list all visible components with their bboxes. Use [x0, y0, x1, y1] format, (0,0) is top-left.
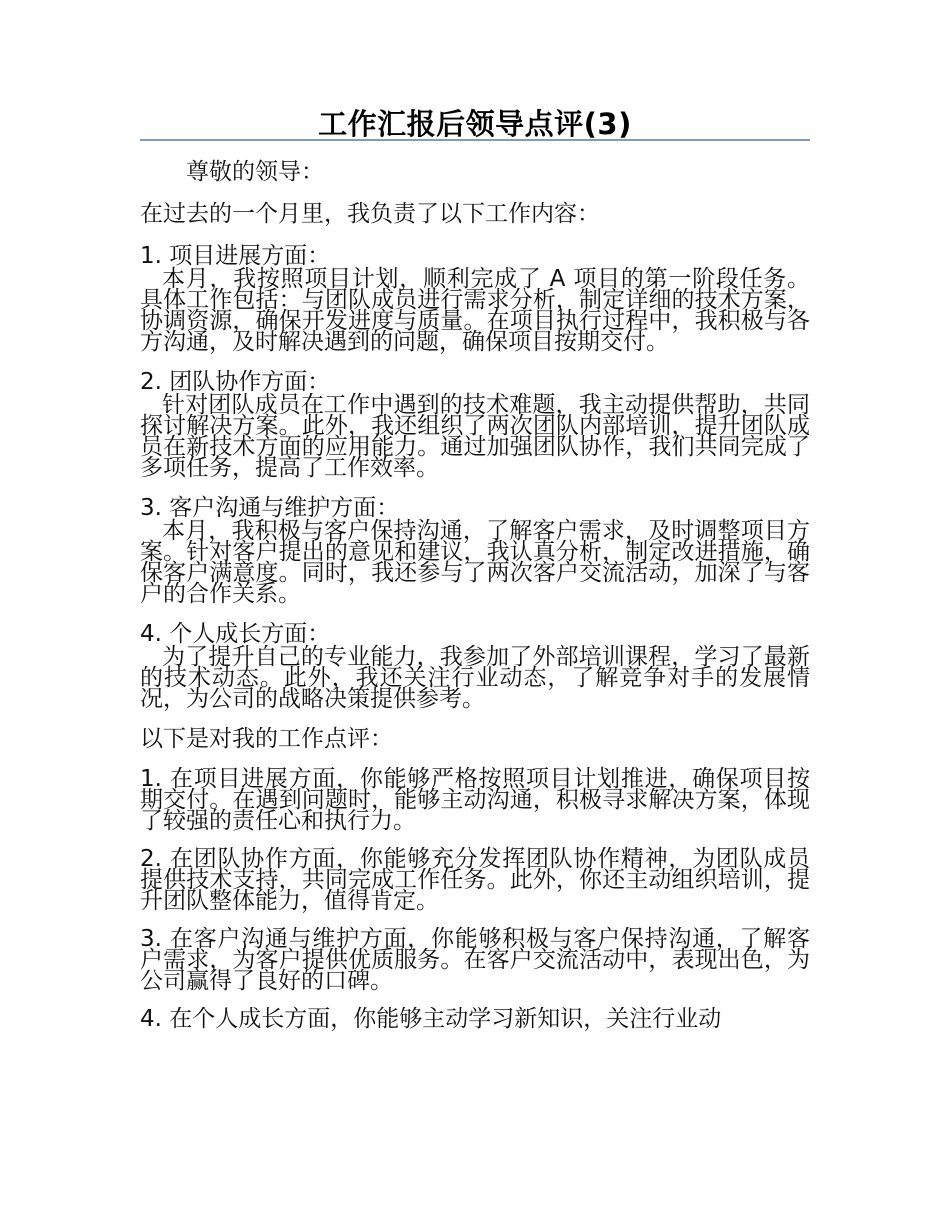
section-body: 本月，我积极与客户保持沟通，了解客户需求，及时调整项目方案。针对客户提出的意见和建议，我认真分析，制定改进措施，确保客户满意度。同时，我还参与了两次客户交流活动，加深了与客户的合作关系。 [140, 518, 810, 607]
report-section [140, 622, 810, 710]
section-heading: 3. 客户沟通与维护方面： [140, 495, 400, 521]
section-body: 为了提升自己的专业能力，我参加了外部培训课程，学习了最新的技术动态。此外，我还关注行业动态，了解竞争对手的发展情况，为公司的战略决策提供参考。 [140, 644, 810, 712]
report-section [140, 370, 810, 479]
review-item: 1. 在项目进展方面，你能够严格按照项目计划推进，确保项目按期交付。在遇到问题时，能够主动沟通，积极寻求解决方案，体现了较强的责任心和执行力。 [140, 766, 810, 834]
section-body: 针对团队成员在工作中遇到的技术难题，我主动提供帮助，共同探讨解决方案。此外，我还组织了两次团队内部培训，提升团队成员在新技术方面的应用能力。通过加强团队协作，我们共同完成了多项任务，提高了工作效率。 [140, 392, 810, 481]
salutation: 尊敬的领导： [186, 159, 324, 185]
section-heading: 2. 团队协作方面： [140, 369, 331, 395]
title-underline [140, 139, 810, 141]
document-body [140, 160, 810, 1030]
report-section [140, 496, 810, 605]
document-title: 工作汇报后领导点评(3) [318, 107, 632, 141]
section-heading: 4. 个人成长方面： [140, 621, 331, 647]
review-item: 2. 在团队协作方面，你能够充分发挥团队协作精神，为团队成员提供技术支持，共同完成工作任务。此外，你还主动组织培训，提升团队整体能力，值得肯定。 [140, 846, 810, 914]
intro-paragraph: 在过去的一个月里，我负责了以下工作内容： [140, 201, 600, 227]
review-item: 4. 在个人成长方面，你能够主动学习新知识，关注行业动 [140, 1006, 722, 1032]
section-body: 本月，我按照项目计划，顺利完成了 A 项目的第一阶段任务。具体工作包括：与团队成员进行需求分析，制定详细的技术方案，协调资源，确保开发进度与质量。在项目执行过程中，我积极与各方沟通，及时解决遇到的问题，确保项目按期交付。 [140, 266, 810, 355]
report-section [140, 244, 810, 353]
review-item: 3. 在客户沟通与维护方面，你能够积极与客户保持沟通，了解客户需求，为客户提供优质服务。在客户交流活动中，表现出色，为公司赢得了良好的口碑。 [140, 926, 810, 994]
review-intro: 以下是对我的工作点评： [140, 726, 393, 752]
section-heading: 1. 项目进展方面： [140, 243, 331, 269]
